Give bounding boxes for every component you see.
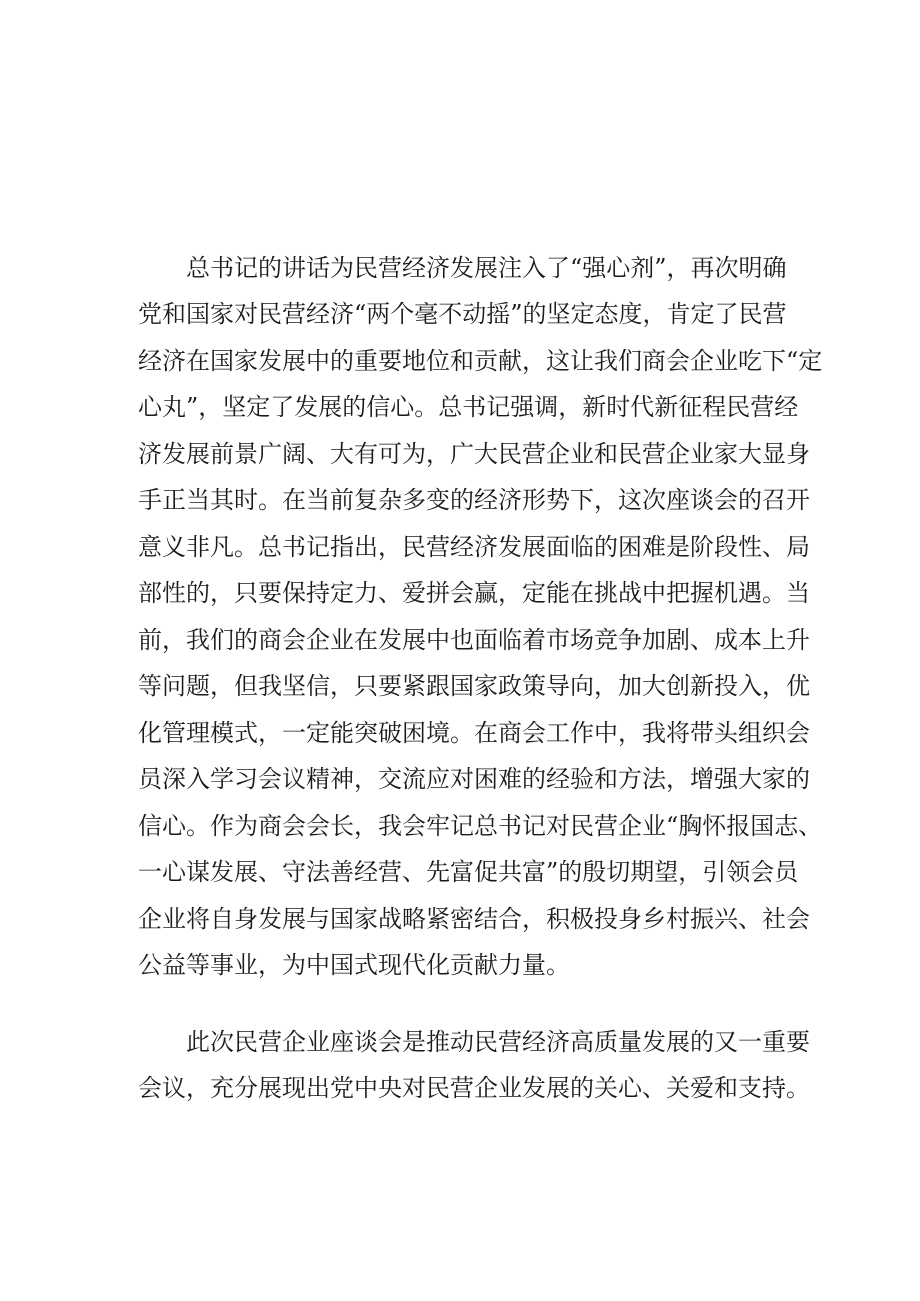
text-line: 企业将自身发展与国家战略紧密结合，积极投身乡村振兴、社会 <box>138 905 810 933</box>
text-line: 部性的，只要保持定力、爱拼会赢，定能在挑战中把握机遇。当 <box>138 579 810 607</box>
text-line: 总书记的讲话为民营经济发展注入了“强心剂”，再次明确 <box>186 254 787 282</box>
text-line: 济发展前景广阔、大有可为，广大民营企业和民营企业家大显身 <box>138 440 810 468</box>
text-line: 党和国家对民营经济“两个毫不动摇”的坚定态度，肯定了民营 <box>138 300 787 328</box>
text-line: 会议，充分展现出党中央对民营企业发展的关心、关爱和支持。 <box>138 1074 810 1102</box>
text-line: 等问题，但我坚信，只要紧跟国家政策导向，加大创新投入，优 <box>138 672 810 700</box>
text-line: 员深入学习会议精神，交流应对困难的经验和方法，增强大家的 <box>138 765 810 793</box>
text-line: 此次民营企业座谈会是推动民营经济高质量发展的又一重要 <box>186 1028 810 1056</box>
text-line: 一心谋发展、守法善经营、先富促共富”的殷切期望，引领会员 <box>138 858 799 886</box>
text-line: 心丸”，坚定了发展的信心。总书记强调，新时代新征程民营经 <box>138 393 799 421</box>
text-line: 意义非凡。总书记指出，民营经济发展面临的困难是阶段性、局 <box>138 533 810 561</box>
text-line: 信心。作为商会会长，我会牢记总书记对民营企业“胸怀报国志、 <box>138 812 823 840</box>
text-line: 化管理模式，一定能突破困境。在商会工作中，我将带头组织会 <box>138 719 810 747</box>
text-line: 经济在国家发展中的重要地位和贡献，这让我们商会企业吃下“定 <box>138 347 823 375</box>
text-line: 手正当其时。在当前复杂多变的经济形势下，这次座谈会的召开 <box>138 486 810 514</box>
text-line: 公益等事业，为中国式现代化贡献力量。 <box>138 951 570 979</box>
text-line: 前，我们的商会企业在发展中也面临着市场竞争加剧、成本上升 <box>138 626 810 654</box>
